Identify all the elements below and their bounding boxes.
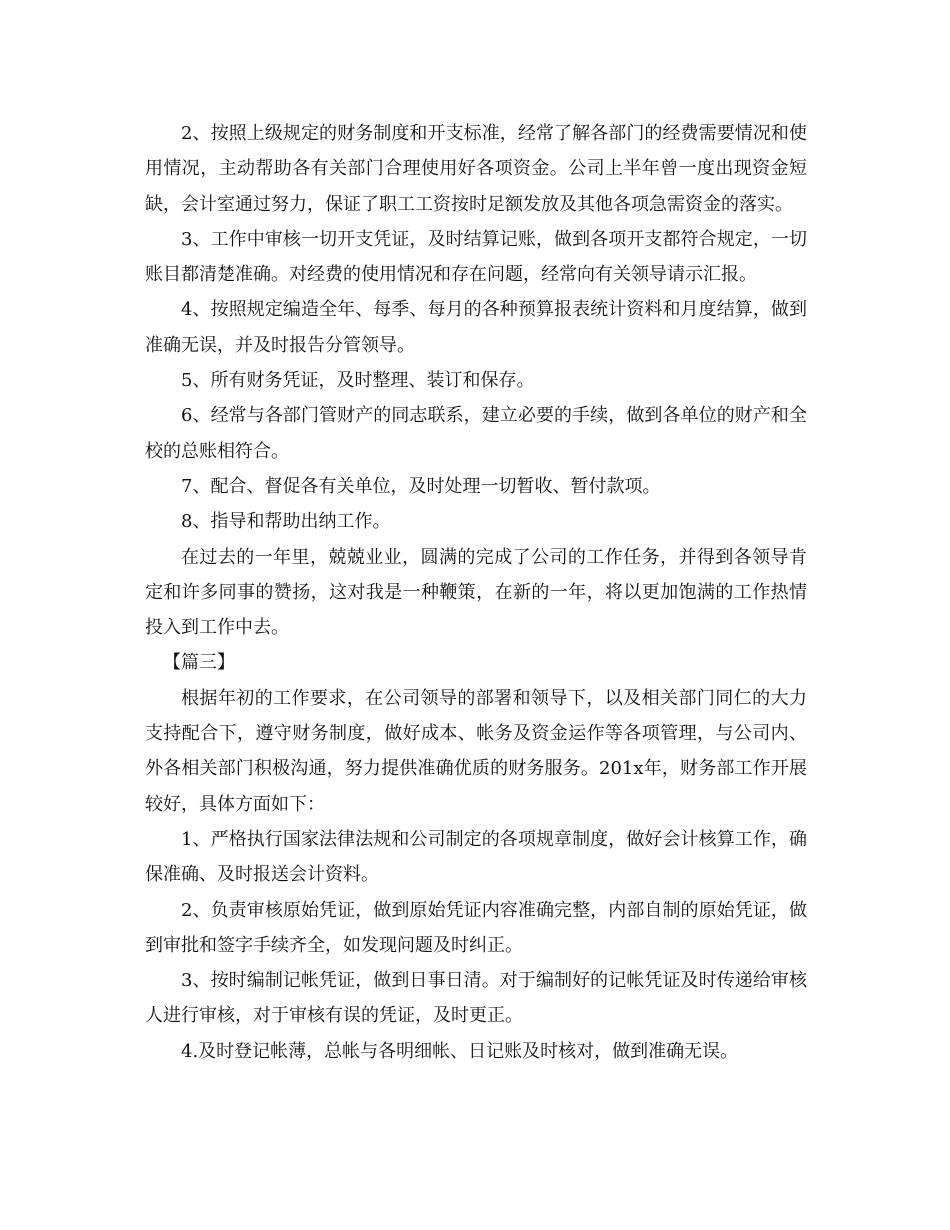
paragraph-list-1: 1、严格执行国家法律法规和公司制定的各项规章制度，做好会计核算工作，确保准确、及时报送会计资料。 (145, 828, 807, 886)
section-heading: 【篇三】 (163, 652, 235, 674)
paragraph-list-3: 3、按时编制记帐凭证，做到日事日清。对于编制好的记帐凭证及时传递给审核人进行审核，对于审核有误的凭证，及时更正。 (145, 970, 807, 1027)
paragraph-list-4: 4.及时登记帐薄，总帐与各明细帐、日记账及时核对，做到准确无误。 (181, 1040, 739, 1062)
paragraph-intro: 根据年初的工作要求，在公司领导的部署和领导下，以及相关部门同仁的大力支持配合下，遵守财务制度，做好成本、帐务及资金运作等各项管理，与公司内、外各相关部门积极沟通，努力提供准确优质的财务服务。201x年，财务部工作开展较好，具体方面如下： (145, 687, 807, 815)
paragraph-item-4: 4、按照规定编造全年、每季、每月的各种预算报表统计资料和月度结算，做到准确无误，并及时报告分管领导。 (145, 299, 807, 356)
paragraph-item-3: 3、工作中审核一切开支凭证，及时结算记账，做到各项开支都符合规定，一切账目都清楚准确。对经费的使用情况和存在问题，经常向有关领导请示汇报。 (145, 228, 807, 286)
paragraph-list-2: 2、负责审核原始凭证，做到原始凭证内容准确完整，内部自制的原始凭证，做到审批和签字手续齐全，如发现问题及时纠正。 (145, 899, 807, 956)
document-body (145, 116, 807, 1069)
paragraph-summary: 在过去的一年里，兢兢业业，圆满的完成了公司的工作任务，并得到各领导肯定和许多同事的赞扬，这对我是一种鞭策，在新的一年，将以更加饱满的工作热情投入到工作中去。 (145, 546, 807, 639)
paragraph-item-8: 8、指导和帮助出纳工作。 (181, 511, 391, 533)
paragraph-item-7: 7、配合、督促各有关单位，及时处理一切暂收、暂付款项。 (181, 475, 661, 497)
paragraph-item-5: 5、所有财务凭证，及时整理、装订和保存。 (181, 370, 535, 392)
paragraph-item-2: 2、按照上级规定的财务制度和开支标准，经常了解各部门的经费需要情况和使用情况，主动帮助各有关部门合理使用好各项资金。公司上半年曾一度出现资金短缺，会计室通过努力，保证了职工工资按时足额发放及其他各项急需资金的落实。 (145, 123, 807, 215)
paragraph-item-6: 6、经常与各部门管财产的同志联系，建立必要的手续，做到各单位的财产和全校的总账相符合。 (145, 405, 807, 462)
